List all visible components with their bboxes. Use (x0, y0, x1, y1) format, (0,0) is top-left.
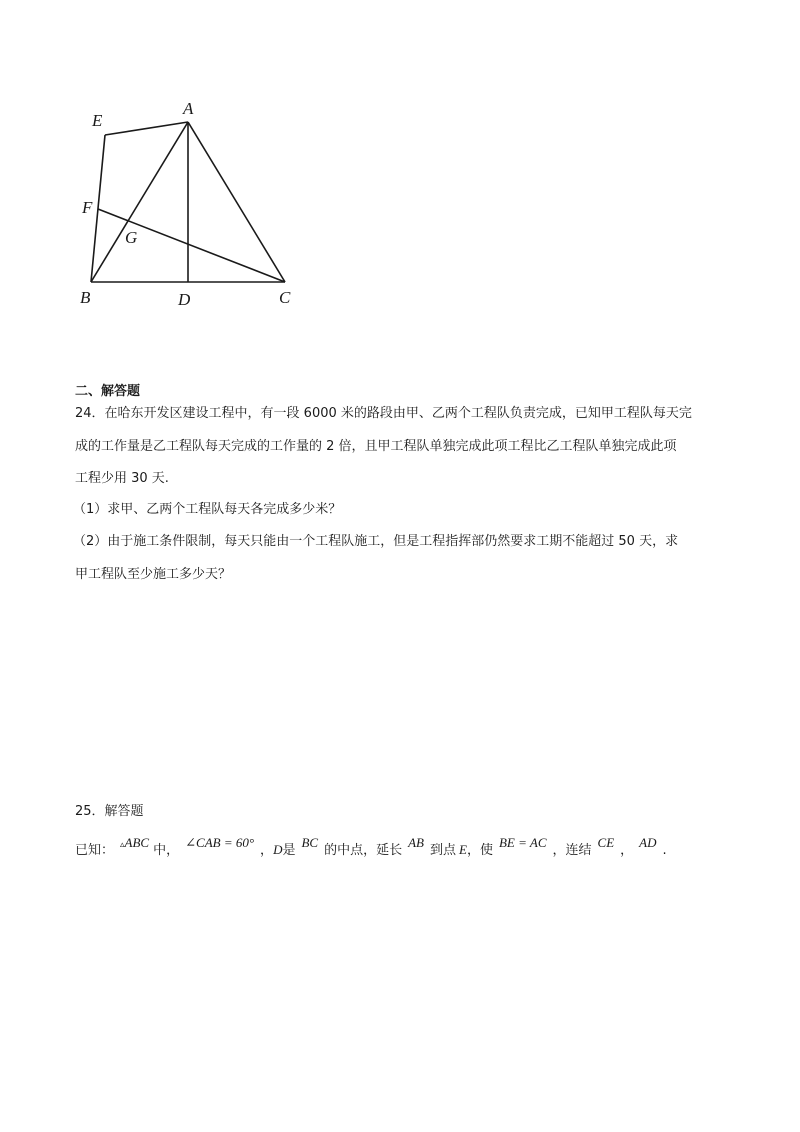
section-title: 二、解答题 (75, 384, 141, 399)
label-g: G (125, 228, 138, 247)
q25-to-point: 到点 (430, 843, 457, 858)
q25-connect: ，连结 (552, 843, 592, 858)
q25-title: 25．解答题 (75, 804, 144, 819)
q25-var-e: E (459, 842, 467, 857)
q24-part-1: （1）求甲、乙两个工程队每天各完成多少米？ (73, 502, 342, 517)
q25-angle-cab: ∠CAB = 60° (185, 835, 255, 850)
q25-zhong: 中， (153, 843, 180, 858)
segment-ea (105, 122, 188, 135)
q25-segment-ad: AD (639, 835, 657, 850)
q25-var-d: D (273, 842, 283, 857)
q24-part-2-line-1: （2）由于施工条件限制，每天只能由一个工程队施工，但是工程指挥部仍然要求工期不能超过 50 天，求 (73, 534, 679, 549)
q25-segment-bc: BC (301, 835, 319, 850)
q24-part-2-line-2: 甲工程队至少施工多少天？ (75, 567, 232, 582)
q25-known-line (75, 835, 667, 860)
q25-segment-ab: AB (408, 835, 424, 850)
q25-comma-2: ， (620, 843, 634, 858)
q25-comma-shi: ，使 (466, 843, 493, 858)
segment-ac (188, 122, 285, 282)
q24-line-3: 工程少用 30 天. (75, 471, 169, 486)
q25-period: . (662, 843, 667, 858)
q24-line-2: 成的工作量是乙工程队每天完成的工作量的 2 倍，且甲工程队单独完成此项工程比乙工程队单独完成此项 (75, 439, 677, 454)
tri-abc-text: ABC (124, 835, 150, 850)
label-e: E (92, 111, 103, 130)
figure-svg (70, 95, 320, 320)
q25-triangle-abc (120, 835, 149, 850)
label-d: D (178, 290, 191, 309)
q25-known-prefix: 已知： (75, 843, 115, 858)
label-a: A (183, 99, 194, 118)
segment-ab (91, 122, 188, 282)
segment-eb (91, 135, 105, 282)
q25-comma-1: ， (260, 843, 274, 858)
q25-midpoint-extend: 的中点，延长 (324, 843, 403, 858)
q24-line-1: 24．在哈东开发区建设工程中，有一段 6000 米的路段由甲、乙两个工程队负责完成，已知甲工程队每天完 (75, 406, 692, 421)
label-b: B (80, 288, 91, 307)
triangle-symbol: ▵ (120, 839, 125, 849)
q25-shi: 是 (282, 843, 296, 858)
q25-be-eq-ac: BE = AC (498, 835, 547, 850)
geometry-figure (70, 95, 320, 320)
label-f: F (82, 198, 93, 217)
q25-segment-ce: CE (597, 835, 615, 850)
label-c: C (279, 288, 291, 307)
